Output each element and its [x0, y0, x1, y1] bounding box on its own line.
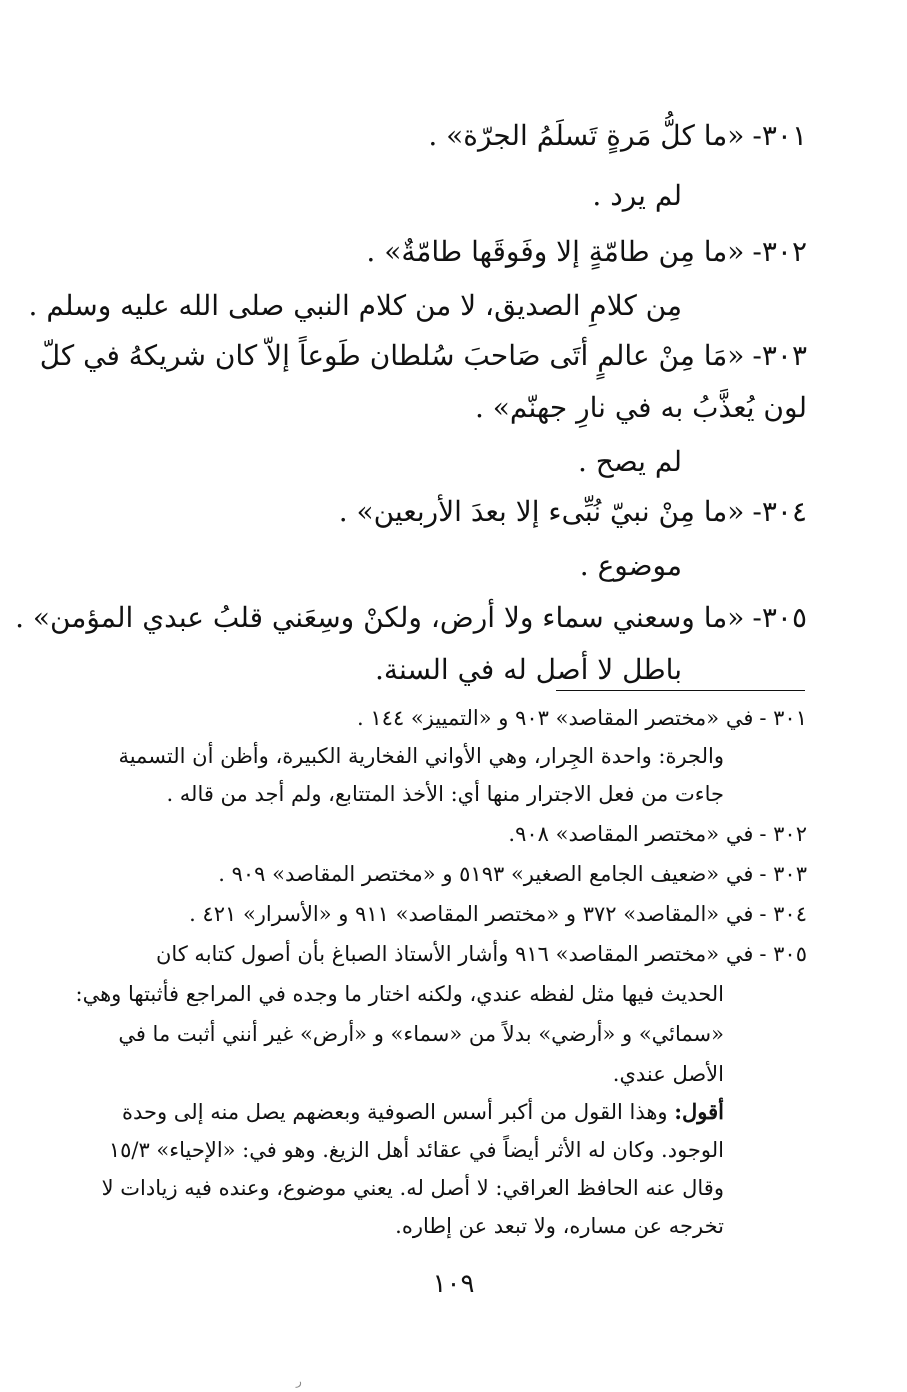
entry-number: ٣٠١- [752, 119, 807, 152]
footnote-301-line-3: جاءت من فعل الاجترار منها أي: الأخذ المتتابع، ولم أجد من قاله . [166, 782, 724, 806]
hadith-text: «ما وسعني سماء ولا أرض، ولكنْ وسِعَني قلبُ عبدي المؤمن» . [15, 601, 745, 634]
entry-number: ٣٠٤- [752, 495, 807, 528]
entry-302 [366, 232, 807, 272]
entry-number: ٣٠٣- [752, 339, 807, 372]
author-comment-line-3: وقال عنه الحافظ العراقي: لا أصل له. يعني موضوع، وعنده فيه زيادات لا [101, 1176, 724, 1200]
footnote-301 [357, 702, 807, 734]
verdict-302: مِن كلامِ الصديق، لا من كلام النبي صلى الله عليه وسلم . [28, 289, 682, 322]
author-comment-line-2: الوجود. وكان له الأثر أيضاً في عقائد أهل الزيغ. وهو في: «الإحياء» ١٥/٣ [108, 1138, 724, 1162]
footnote-text: في «مختصر المقاصد» ٩٠٣ و «التمييز» ١٤٤ . [357, 706, 754, 730]
footnote-number: ٣٠٢ - [759, 822, 807, 846]
footnote-number: ٣٠١ - [759, 706, 807, 730]
page-number: ١٠٩ [432, 1269, 475, 1299]
entry-number: ٣٠٥- [752, 601, 807, 634]
footnote-text: في «مختصر المقاصد» ٩١٦ وأشار الأستاذ الصباغ بأن أصول كتابه كان [155, 942, 754, 966]
footnote-separator [556, 690, 805, 691]
comment-text: وهذا القول من أكبر أسس الصوفية وبعضهم يصل منه إلى وحدة [121, 1100, 668, 1124]
verdict-303: لم يصح . [577, 445, 682, 478]
footnote-305-line-4: الأصل عندي. [612, 1062, 724, 1086]
comment-label: أقول: [674, 1099, 724, 1124]
footnote-305-line-3: «سمائي» و «أرضي» بدلاً من «سماء» و «أرض» غير أنني أثبت ما في [118, 1022, 724, 1046]
author-comment-line-4: تخرجه عن مساره، ولا تبعد عن إطاره. [395, 1214, 724, 1238]
verdict-301: لم يرد . [592, 179, 682, 212]
footnote-text: في «المقاصد» ٣٧٢ و «مختصر المقاصد» ٩١١ و «الأسرار» ٤٢١ . [189, 902, 754, 926]
hadith-text: «ما مِنْ نبيّ نُبِّىء إلا بعدَ الأربعين» . [338, 495, 745, 528]
footnote-text: في «ضعيف الجامع الصغير» ٥١٩٣ و «مختصر المقاصد» ٩٠٩ . [218, 862, 754, 886]
footnote-number: ٣٠٣ - [759, 862, 807, 886]
footnote-number: ٣٠٤ - [759, 902, 807, 926]
hadith-text: «ما مِن طامّةٍ إلا وفَوقَها طامّةٌ» . [366, 235, 745, 268]
hadith-text: «ما كلُّ مَرةٍ تَسلَمُ الجرّة» . [428, 119, 745, 152]
footnote-305 [156, 938, 807, 970]
footnote-304 [189, 898, 807, 930]
verdict-304: موضوع . [579, 549, 682, 582]
entry-number: ٣٠٢- [752, 235, 807, 268]
footnote-301-line-2: والجرة: واحدة الجِرار، وهي الأواني الفخارية الكبيرة، وأظن أن التسمية [118, 744, 724, 768]
verdict-305: باطل لا أصل له في السنة. [375, 653, 682, 686]
entry-301 [428, 116, 807, 156]
footnote-303 [218, 858, 807, 890]
footnote-number: ٣٠٥ - [759, 942, 807, 966]
footnote-text: في «مختصر المقاصد» ٩٠٨. [508, 822, 754, 846]
footnote-305-line-2: الحديث فيها مثل لفظه عندي، ولكنه اختار ما وجده في المراجع فأثبتها وهي: [75, 982, 724, 1006]
entry-304 [339, 492, 807, 532]
entry-303-continuation: لون يُعذَّبُ به في نارِ جهنّم» . [474, 391, 807, 424]
footnote-302 [508, 818, 807, 850]
hadith-text: «مَا مِنْ عالمٍ أتَى صَاحبَ سُلطان طَوعاً إلاّ كان شريكهُ في كلّ [39, 339, 745, 372]
author-comment [122, 1096, 724, 1128]
entry-305 [15, 598, 807, 638]
entry-303 [40, 336, 807, 376]
margin-mark: ر [296, 1374, 302, 1388]
